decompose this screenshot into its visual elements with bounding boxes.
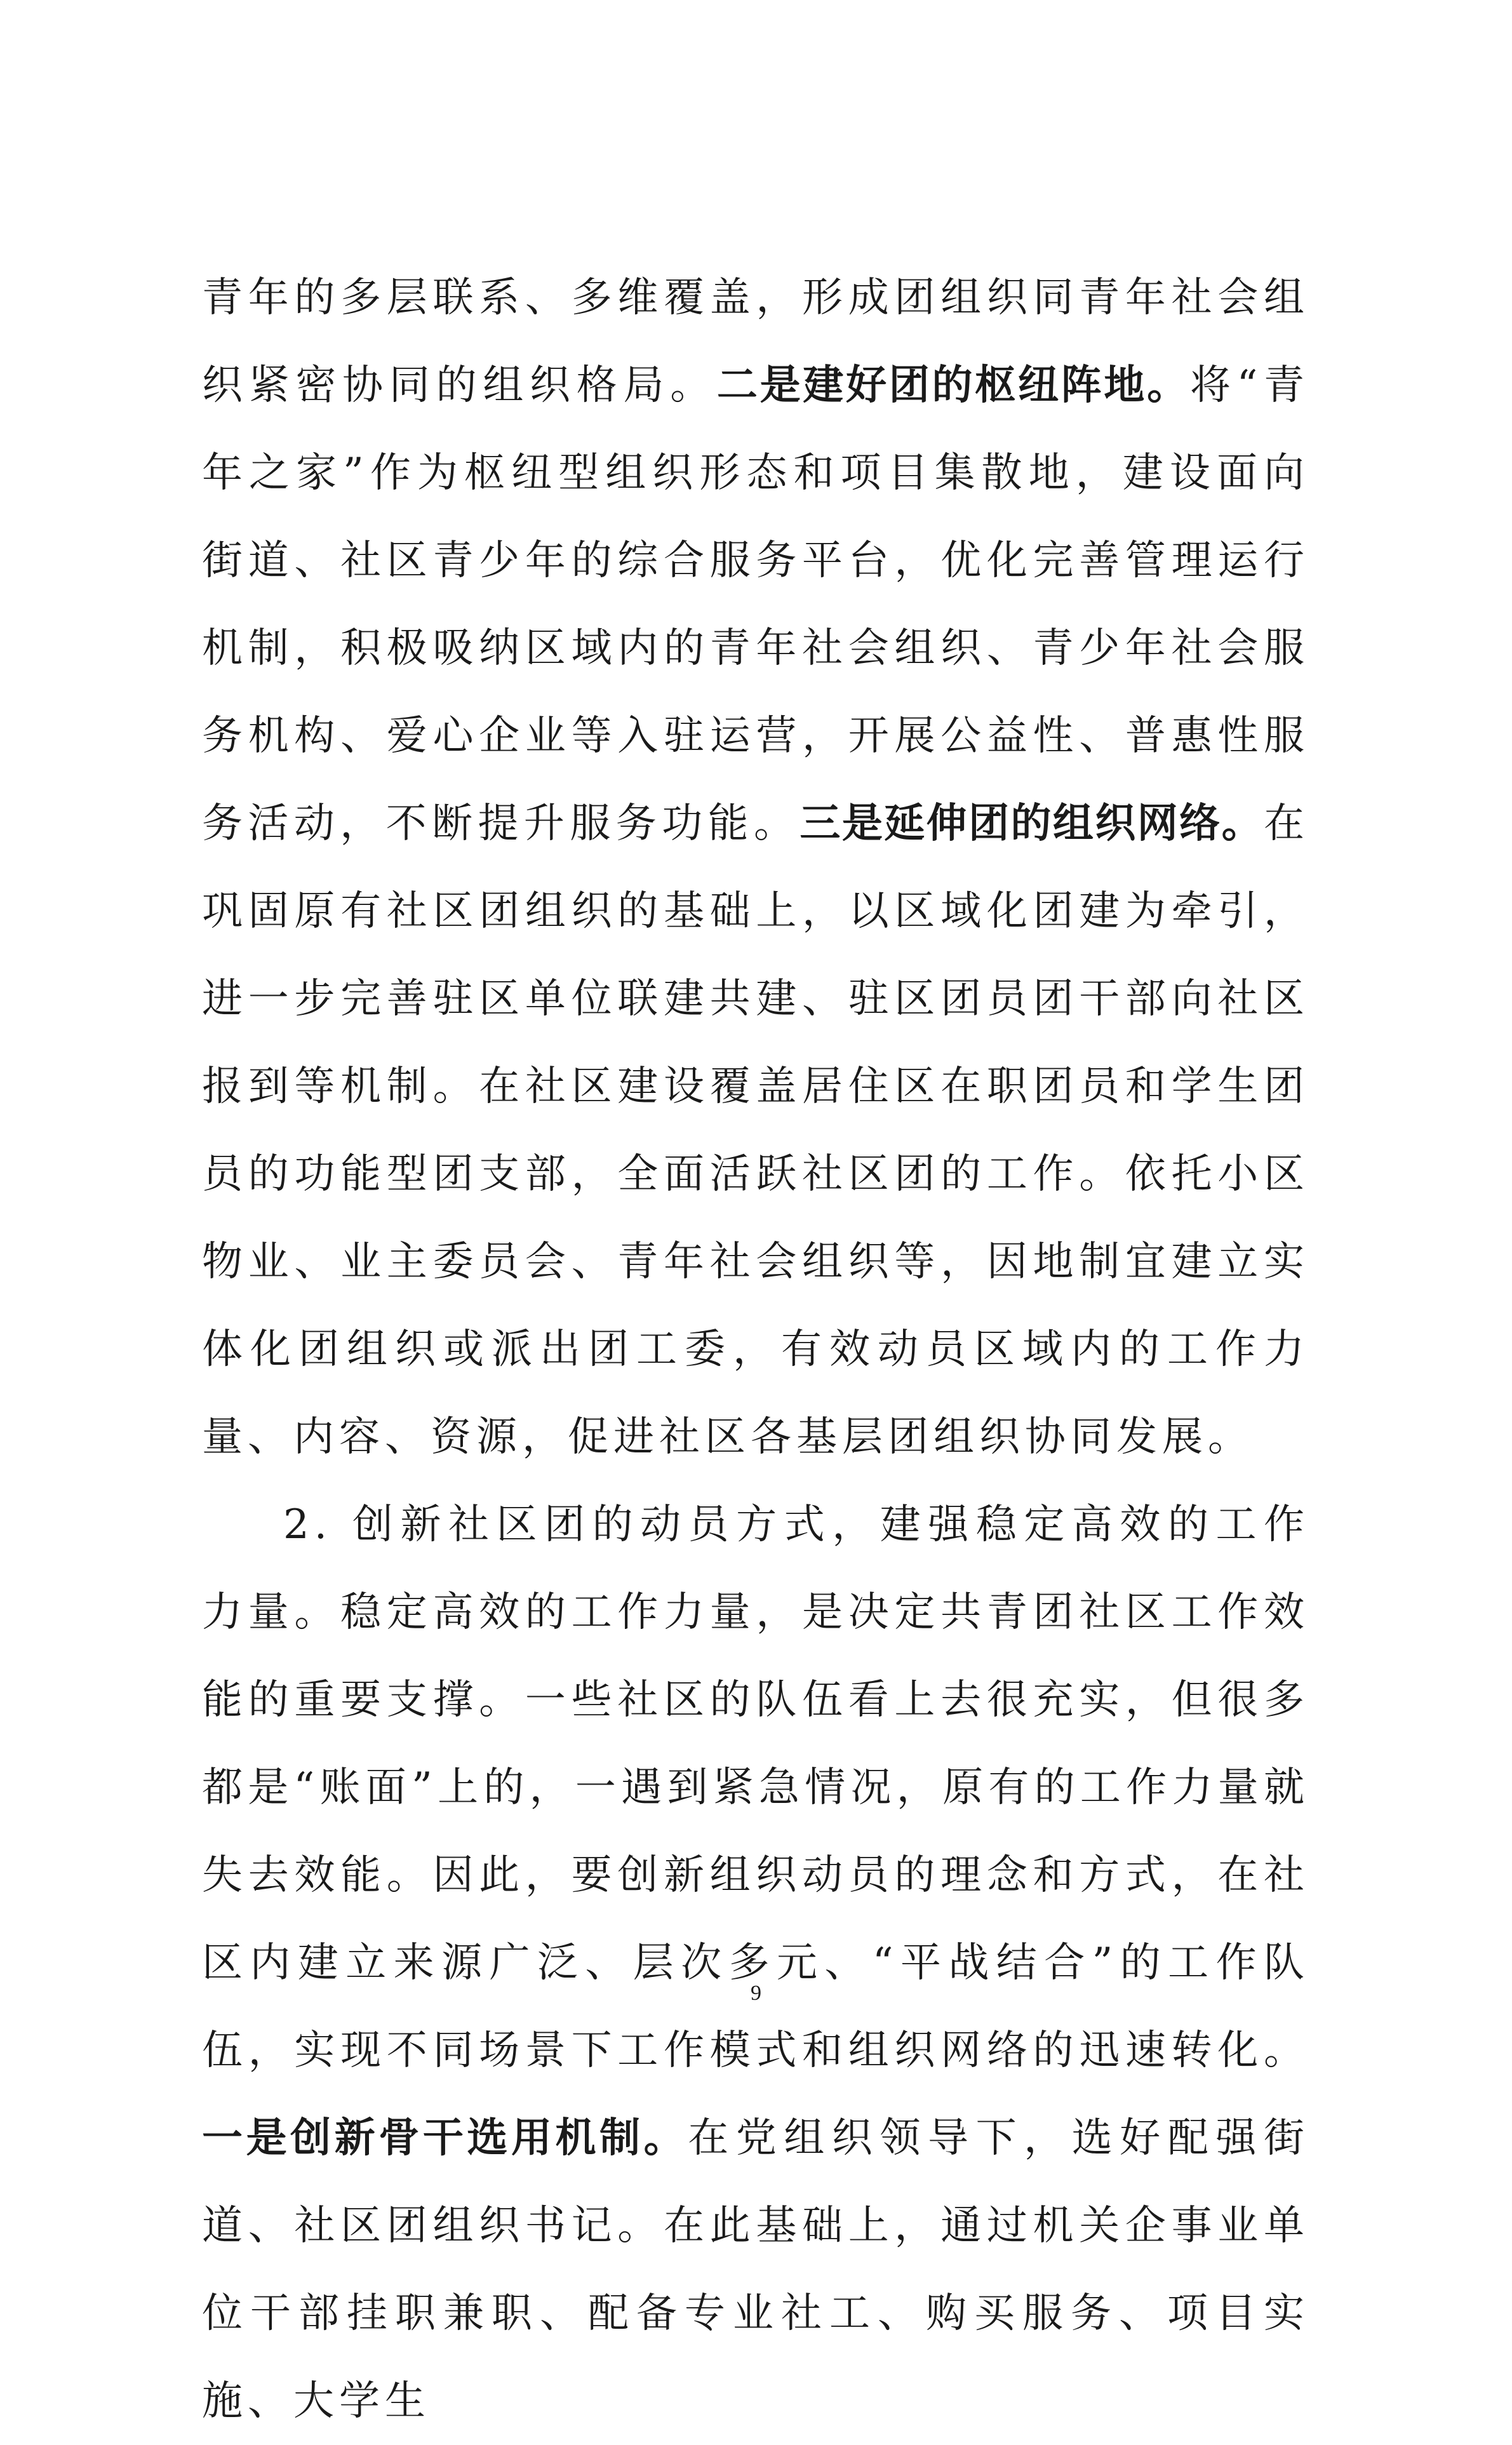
paragraph-2	[202, 1481, 1309, 2445]
paragraph-1-heading-2: 三是延伸团的组织网络。	[799, 800, 1264, 847]
body-text	[202, 254, 1309, 2445]
paragraph-1-text-3: 在巩固原有社区团组织的基础上，以区域化团建为牵引，进一步完善驻区单位联建共建、驻区团员团干部向社区报到等机制。在社区建设覆盖居住区在职团员和学生团员的功能型团支部，全面活跃社区团的工作。依托小区物业、业主委员会、青年社会组织等，因地制宜建立实体化团组织或派出团工委，有效动员区域内的工作力量、内容、资源，促进社区各基层团组织协同发展。	[202, 800, 1310, 1461]
paragraph-1-text-2: 将“青年之家”作为枢纽型组织形态和项目集散地，建设面向街道、社区青少年的综合服务平台，优化完善管理运行机制，积极吸纳区域内的青年社会组织、青少年社会服务机构、爱心企业等入驻运营，开展公益性、普惠性服务活动，不断提升服务功能。	[202, 362, 1310, 847]
page-number: 9	[751, 1981, 761, 2005]
paragraph-1-heading-1: 二是建好团的枢纽阵地。	[716, 362, 1190, 409]
paragraph-1-text-1: 青年的多层联系、多维覆盖，形成团组织同青年社会组织紧密协同的组织格局。	[202, 274, 1309, 409]
paragraph-2-text-2: 在党组织领导下，选好配强街道、社区团组织书记。在此基础上，通过机关企事业单位干部挂职兼职、配备专业社工、购买服务、项目实施、大学生	[202, 2115, 1309, 2425]
paragraph-1	[202, 254, 1309, 1481]
paragraph-2-heading-1: 一是创新骨干选用机制。	[202, 2115, 688, 2162]
paragraph-2-text-1: 2. 创新社区团的动员方式，建强稳定高效的工作力量。稳定高效的工作力量，是决定共青团社区工作效能的重要支撑。一些社区的队伍看上去很充实，但很多都是“账面”上的，一遇到紧急情况，原有的工作力量就失去效能。因此，要创新组织动员的理念和方式，在社区内建立来源广泛、层次多元、“平战结合”的工作队伍，实现不同场景下工作模式和组织网络的迅速转化。	[202, 1501, 1309, 2074]
